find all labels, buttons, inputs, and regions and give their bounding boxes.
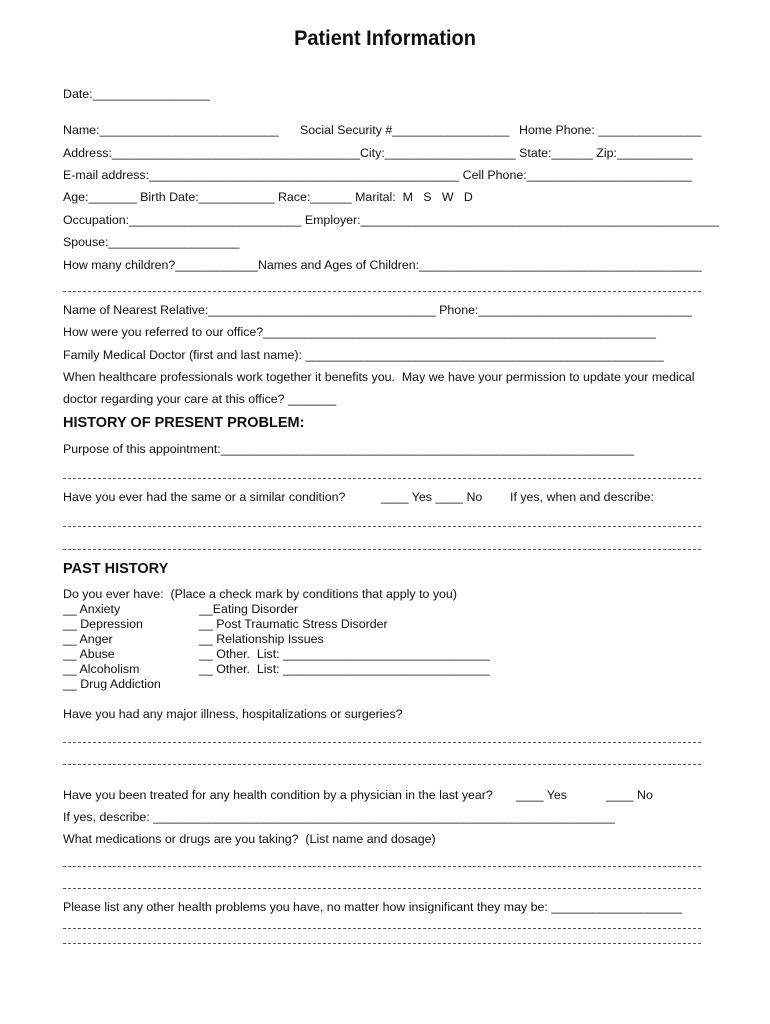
blank-line[interactable] bbox=[63, 526, 701, 527]
treated-yes[interactable]: ____ Yes bbox=[516, 788, 567, 802]
email-row[interactable]: E-mail address:_____________________________________________ Cell Phone:________________________ bbox=[63, 168, 693, 182]
family-doctor-field[interactable]: Family Medical Doctor (first and last name): ____________________________________________________ bbox=[63, 348, 664, 362]
if-yes-describe-field[interactable]: If yes, describe: ___________________________________________________________________ bbox=[63, 810, 615, 824]
blank-line[interactable] bbox=[63, 764, 701, 765]
condition-item[interactable]: __ Post Traumatic Stress Disorder bbox=[199, 617, 388, 631]
treated-question: Have you been treated for any health condition by a physician in the last year? bbox=[63, 788, 493, 802]
section-heading-present-problem: HISTORY OF PRESENT PROBLEM: bbox=[63, 415, 305, 431]
condition-item[interactable]: __ Anxiety bbox=[63, 602, 121, 616]
permission-text: When healthcare professionals work together it benefits you. May we have your permission to update your medical bbox=[63, 370, 695, 384]
name-field[interactable]: Name:__________________________ bbox=[63, 123, 279, 137]
blank-line[interactable] bbox=[63, 291, 701, 292]
condition-item[interactable]: __ Alcoholism bbox=[63, 662, 140, 676]
condition-item[interactable]: __ Relationship Issues bbox=[199, 632, 324, 646]
other-problems-field[interactable]: Please list any other health problems you have, no matter how insignificant they may be: ___________________ bbox=[63, 900, 683, 914]
same-condition-yes-no[interactable]: ____ Yes ____ No bbox=[381, 490, 483, 504]
condition-item[interactable]: __ Drug Addiction bbox=[63, 677, 161, 691]
page-title: Patient Information bbox=[294, 27, 476, 50]
date-field[interactable]: Date:_________________ bbox=[63, 87, 210, 101]
blank-line[interactable] bbox=[63, 866, 701, 867]
condition-item[interactable]: __Eating Disorder bbox=[199, 602, 299, 616]
blank-line[interactable] bbox=[63, 888, 701, 889]
address-row[interactable]: Address:____________________________________City:___________________ State:______ Zip:___________ bbox=[63, 146, 693, 160]
blank-line[interactable] bbox=[63, 549, 701, 550]
blank-line[interactable] bbox=[63, 478, 701, 479]
same-condition-question: Have you ever had the same or a similar condition? bbox=[63, 490, 346, 504]
occupation-row[interactable]: Occupation:_________________________ Employer:____________________________________________________ bbox=[63, 213, 719, 227]
spouse-field[interactable]: Spouse:___________________ bbox=[63, 235, 240, 249]
home-phone-field[interactable]: Home Phone: _______________ bbox=[519, 123, 702, 137]
major-illness-question: Have you had any major illness, hospitalizations or surgeries? bbox=[63, 707, 403, 721]
blank-line[interactable] bbox=[63, 928, 701, 929]
condition-item[interactable]: __ Anger bbox=[63, 632, 113, 646]
children-row[interactable]: How many children?____________Names and Ages of Children:_________________________________________ bbox=[63, 258, 702, 272]
same-condition-describe-label: If yes, when and describe: bbox=[510, 490, 654, 504]
section-heading-past-history: PAST HISTORY bbox=[63, 561, 169, 577]
age-row[interactable]: Age:_______ Birth Date:___________ Race:______ Marital: M S W D bbox=[63, 190, 473, 204]
condition-item[interactable]: __ Other. List: ______________________________ bbox=[199, 662, 490, 676]
blank-line[interactable] bbox=[63, 742, 701, 743]
medications-question: What medications or drugs are you taking? (List name and dosage) bbox=[63, 832, 436, 846]
condition-item[interactable]: __ Depression bbox=[63, 617, 143, 631]
treated-no[interactable]: ____ No bbox=[606, 788, 653, 802]
referred-field[interactable]: How were you referred to our office?_________________________________________________________ bbox=[63, 325, 656, 339]
condition-item[interactable]: __ Abuse bbox=[63, 647, 115, 661]
condition-item[interactable]: __ Other. List: ______________________________ bbox=[199, 647, 490, 661]
purpose-field[interactable]: Purpose of this appointment:____________________________________________________________ bbox=[63, 442, 635, 456]
blank-line[interactable] bbox=[63, 943, 701, 944]
ssn-field[interactable]: Social Security #_________________ bbox=[300, 123, 510, 137]
conditions-instruction: Do you ever have: (Place a check mark by conditions that apply to you) bbox=[63, 587, 457, 601]
permission-field[interactable]: doctor regarding your care at this office? _______ bbox=[63, 392, 337, 406]
relative-row[interactable]: Name of Nearest Relative:_________________________________ Phone:_______________________________ bbox=[63, 303, 693, 317]
